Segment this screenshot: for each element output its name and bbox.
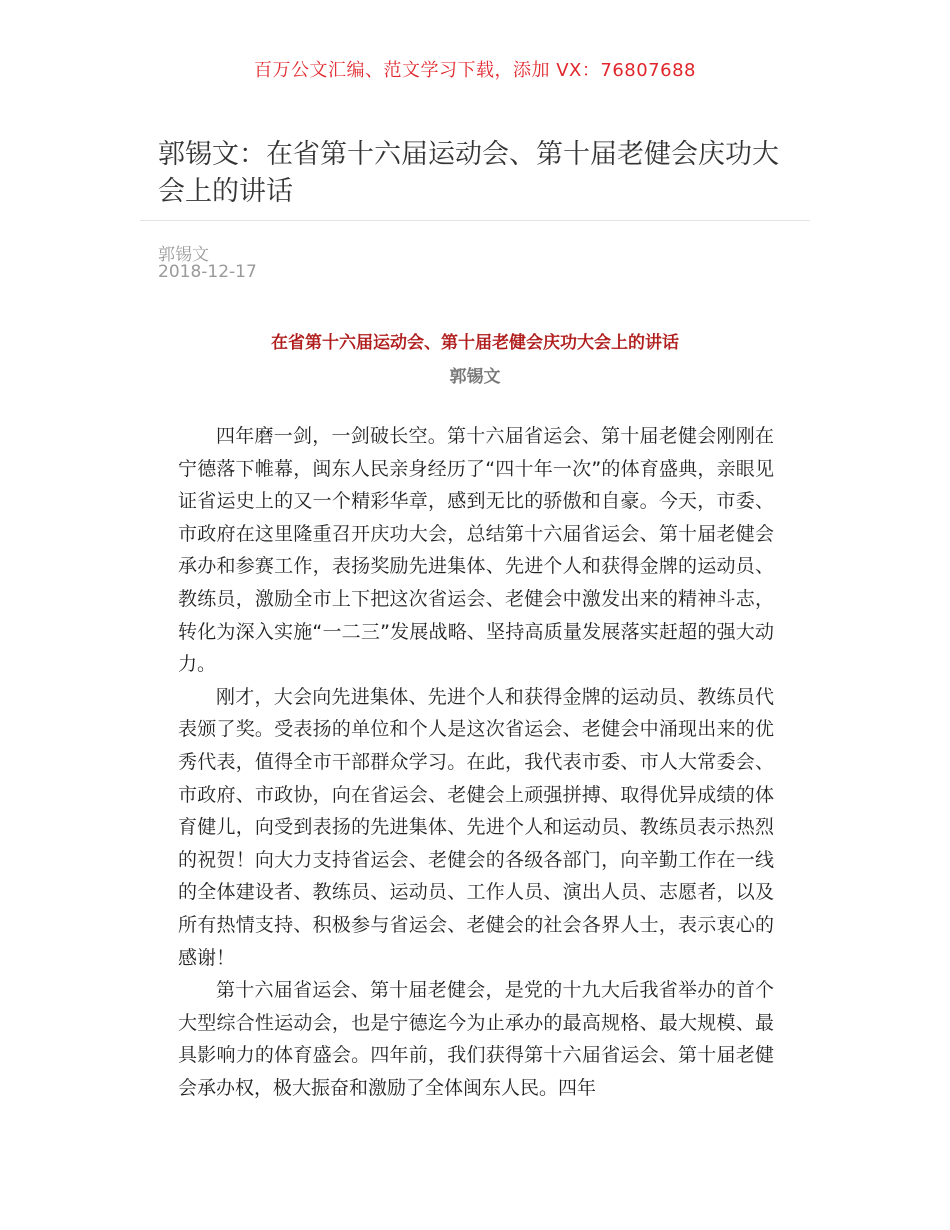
article-author: 郭锡文 [158, 245, 209, 265]
article-title: 郭锡文：在省第十六届运动会、第十届老健会庆功大会上的讲话 [158, 139, 779, 207]
paragraph: 四年磨一剑，一剑破长空。第十六届省运会、第十届老健会刚刚在宁德落下帷幕，闽东人民亲身经历了“四十年一次”的体育盛典，亲眼见证省运史上的又一个精彩华章，感到无比的骄傲和自豪。今天，市委、市政府在这里隆重召开庆功大会，总结第十六届省运会、第十届老健会承办和参赛工作，表扬奖励先进集体、先进个人和获得金牌的运动员、教练员，激励全市上下把这次省运会、老健会中激发出来的精神斗志，转化为深入实施“一二三”发展战略、坚持高质量发展落实赶超的强大动力。 [178, 425, 774, 676]
paragraph: 刚才，大会向先进集体、先进个人和获得金牌的运动员、教练员代表颁了奖。受表扬的单位和个人是这次省运会、老健会中涌现出来的优秀代表，值得全市干部群众学习。在此，我代表市委、市人大常委会、市政府、市政协，向在省运会、老健会上顽强拼搏、取得优异成绩的体育健儿，向受到表扬的先进集体、先进个人和运动员、教练员表示热烈的祝贺！向大力支持省运会、老健会的各级各部门，向辛勤工作在一线的全体建设者、教练员、运动员、工作人员、演出人员、志愿者，以及所有热情支持、积极参与省运会、老健会的社会各界人士，表示衷心的感谢！ [178, 685, 774, 969]
paragraph: 第十六届省运会、第十届老健会，是党的十九大后我省举办的首个大型综合性运动会，也是宁德迄今为止承办的最高规格、最大规模、最具影响力的体育盛会。四年前，我们获得第十六届省运会、第十届老健会承办权，极大振奋和激励了全体闽东人民。四年 [178, 979, 774, 1099]
article-body [178, 420, 774, 1104]
title-divider [140, 220, 810, 221]
article-date: 2018-12-17 [158, 262, 257, 282]
speech-author: 郭锡文 [449, 367, 501, 387]
promo-banner: 百万公文汇编、范文学习下载，添加 VX：76807688 [254, 60, 696, 81]
speech-subtitle: 在省第十六届运动会、第十届老健会庆功大会上的讲话 [271, 333, 679, 353]
